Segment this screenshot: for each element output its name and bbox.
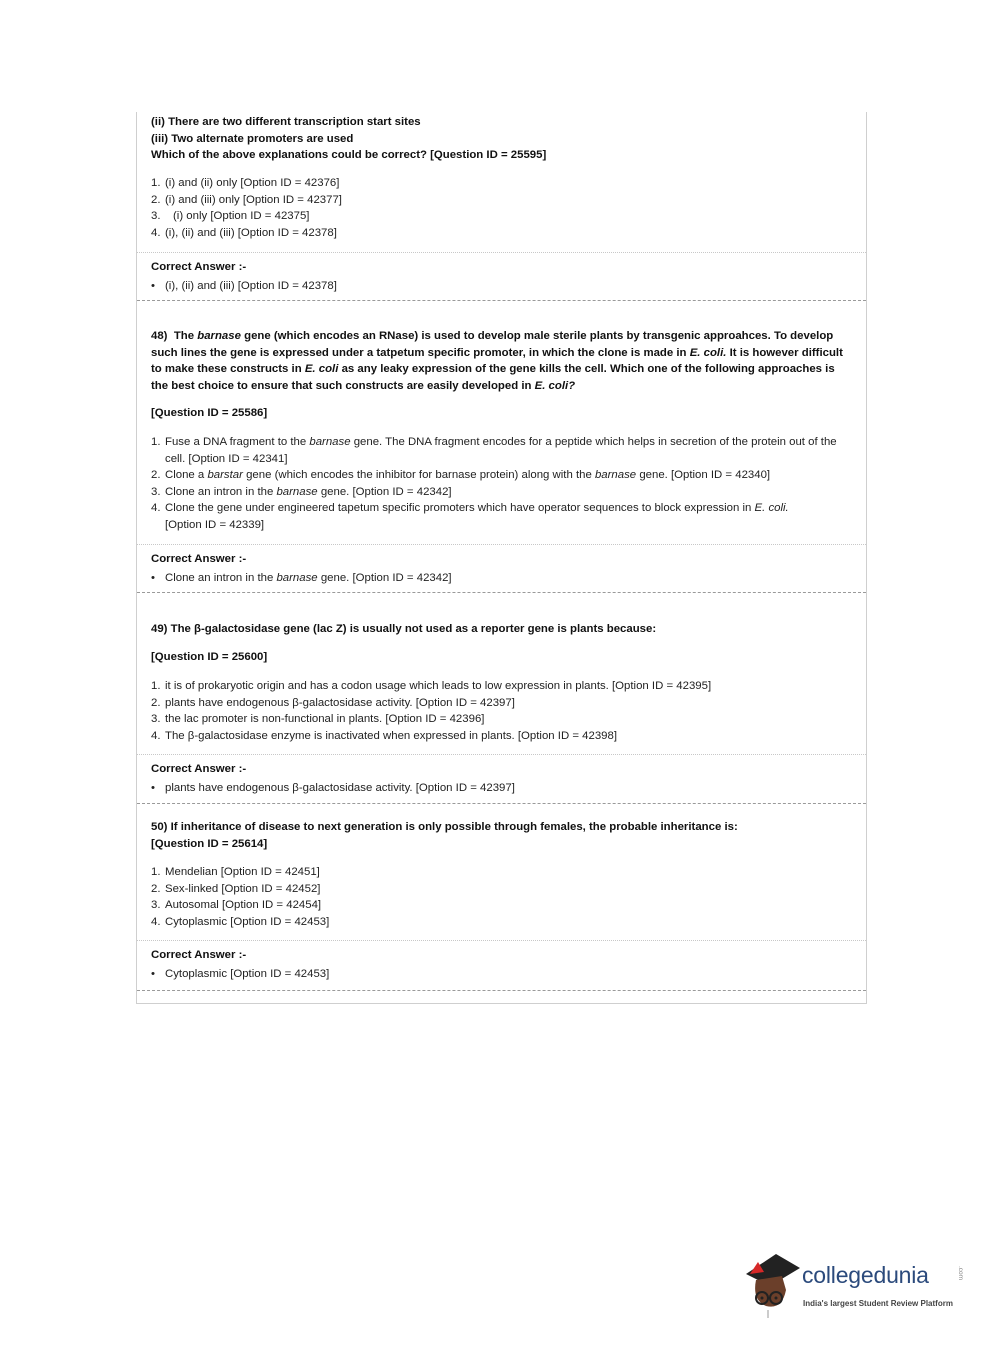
q47-option-2: 2. (i) and (iii) only [Option ID = 42377] bbox=[151, 193, 342, 206]
divider bbox=[137, 544, 866, 545]
q49-answer: • plants have endogenous β-galactosidase activity. [Option ID = 42397] bbox=[151, 782, 515, 794]
divider bbox=[137, 252, 866, 253]
q49-option-1: 1. it is of prokaryotic origin and has a codon usage which leads to low expression in plants. [Option ID = 42395] bbox=[151, 680, 712, 692]
q47-question: Which of the above explanations could be correct? [Question ID = 25595] bbox=[151, 149, 547, 162]
question-separator bbox=[137, 990, 866, 991]
question-separator bbox=[137, 803, 866, 804]
q50-question-id: [Question ID = 25614] bbox=[151, 837, 268, 850]
q50-option-2: 2. Sex-linked [Option ID = 42452] bbox=[151, 882, 321, 895]
q48-options bbox=[151, 434, 851, 534]
q48-option-2: 2. Clone a barstar gene (which encodes the inhibitor for barnase protein) along with the barnase gene. [Option ID = 42340] bbox=[151, 469, 771, 482]
logo-wordmark: collegedunia bbox=[802, 1262, 929, 1288]
correct-answer-label: Correct Answer :- bbox=[151, 261, 247, 273]
q47-line-iii: (iii) Two alternate promoters are used bbox=[151, 132, 354, 145]
q47-answer: • (i), (ii) and (iii) [Option ID = 42378] bbox=[151, 280, 337, 292]
q50-option-4: 4. Cytoplasmic [Option ID = 42453] bbox=[151, 915, 330, 928]
divider bbox=[137, 940, 866, 941]
question-47-stem bbox=[151, 114, 851, 164]
q48-option-4: 4. Clone the gene under engineered tapetum specific promoters which have operator sequences to block expression in E. coli. [Option ID = 42339] bbox=[151, 502, 789, 531]
q48-option-1: 1. Fuse a DNA fragment to the barnase gene. The DNA fragment encodes for a peptide which helps in secretion of the protein out of the cell. [Option ID = 42341] bbox=[151, 436, 837, 465]
q49-option-4: 4. The β-galactosidase enzyme is inactivated when expressed in plants. [Option ID = 42398] bbox=[151, 729, 617, 742]
q47-option-3: 3. (i) only [Option ID = 42375] bbox=[151, 210, 310, 223]
q50-option-1: 1. Mendelian [Option ID = 42451] bbox=[151, 866, 320, 878]
bullet-icon: • bbox=[151, 968, 155, 980]
q47-line-ii: (ii) There are two different transcription start sites bbox=[151, 116, 421, 128]
correct-answer-label: Correct Answer :- bbox=[151, 949, 247, 961]
logo-tagline: India's largest Student Review Platform bbox=[803, 1299, 953, 1308]
q48-question-id: [Question ID = 25586] bbox=[151, 407, 268, 419]
q48-option-3: 3. Clone an intron in the barnase gene. [Option ID = 42342] bbox=[151, 485, 452, 498]
student-mascot-icon bbox=[742, 1250, 802, 1320]
divider bbox=[137, 754, 866, 755]
q47-option-4: 4. (i), (ii) and (iii) [Option ID = 42378] bbox=[151, 226, 337, 239]
q50-option-3: 3. Autosomal [Option ID = 42454] bbox=[151, 899, 322, 912]
bullet-icon: • bbox=[151, 280, 155, 292]
bullet-icon: • bbox=[151, 572, 155, 584]
question-49-stem: 49) The β-galactosidase gene (lac Z) is usually not used as a reporter gene is plants because: bbox=[151, 623, 657, 635]
bullet-icon: • bbox=[151, 782, 155, 794]
logo-com: .com bbox=[957, 1266, 964, 1281]
q50-answer: • Cytoplasmic [Option ID = 42453] bbox=[151, 968, 330, 980]
q50-options bbox=[151, 864, 851, 930]
q49-question-id: [Question ID = 25600] bbox=[151, 651, 268, 663]
correct-answer-label: Correct Answer :- bbox=[151, 553, 247, 565]
question-50-stem: 50) If inheritance of disease to next generation is only possible through females, the probable inheritance is: [Question ID = 25614] bbox=[151, 819, 851, 852]
question-sheet bbox=[136, 112, 867, 1004]
q47-option-1: 1. (i) and (ii) only [Option ID = 42376] bbox=[151, 177, 340, 189]
q47-correct-answer bbox=[151, 259, 851, 294]
question-48-stem: 48) The barnase gene (which encodes an RNase) is used to develop male sterile plants by transgenic approahces. To develop such lines the gene is expressed under a tatpetum specific promoter, in which the clone is made in E. coli. It is however difficult to make these constructs in E. coli as any leaky expression of the gene kills the cell. Which one of the following approaches is the best choice to ensure that such constructs are easily developed in E. coli? bbox=[151, 330, 843, 392]
q48-correct-answer bbox=[151, 551, 851, 586]
q48-answer: • Clone an intron in the barnase gene. [Option ID = 42342] bbox=[151, 572, 452, 584]
q49-correct-answer bbox=[151, 761, 851, 796]
q47-options bbox=[151, 175, 851, 241]
question-separator bbox=[137, 300, 866, 301]
q49-option-2: 2. plants have endogenous β-galactosidase activity. [Option ID = 42397] bbox=[151, 696, 515, 709]
collegedunia-logo[interactable] bbox=[742, 1250, 972, 1320]
q49-option-3: 3. the lac promoter is non-functional in plants. [Option ID = 42396] bbox=[151, 713, 485, 726]
q49-options bbox=[151, 678, 851, 744]
q50-correct-answer bbox=[151, 947, 851, 982]
correct-answer-label: Correct Answer :- bbox=[151, 763, 247, 775]
question-separator bbox=[137, 592, 866, 593]
